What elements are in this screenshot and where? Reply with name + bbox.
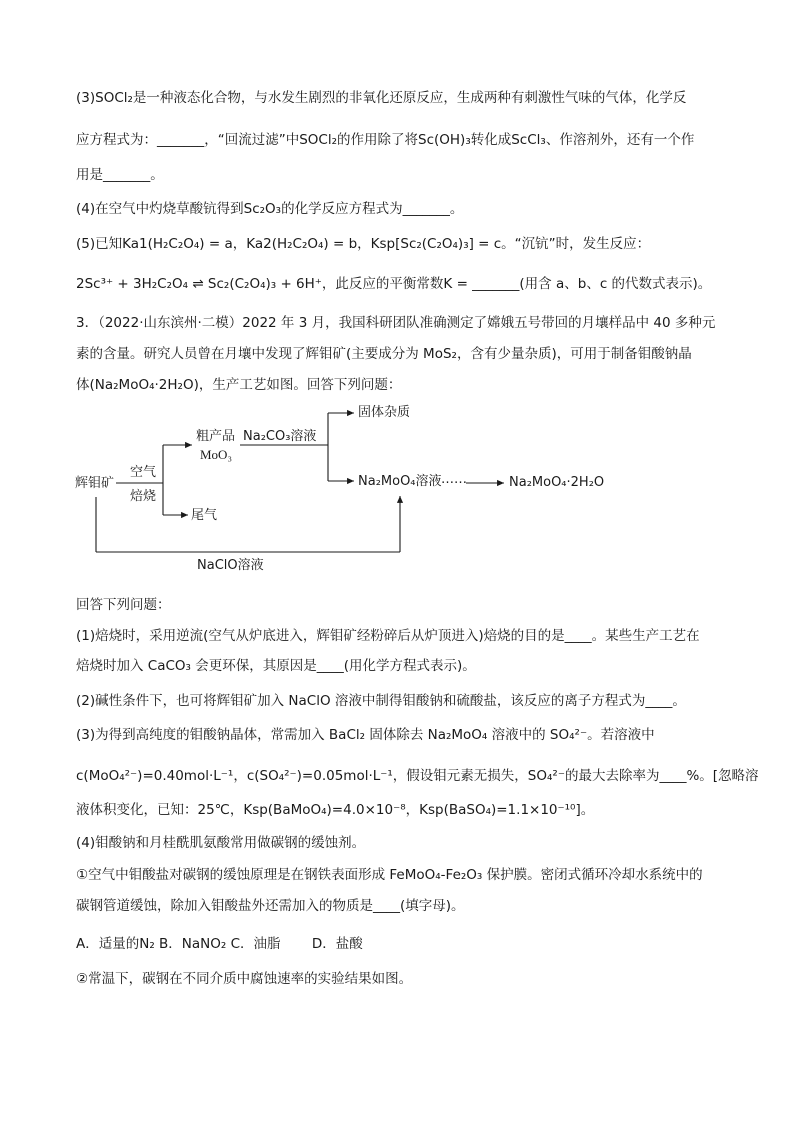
flow-naclo-label: NaClO溶液 [197,558,264,573]
flow-ore-label: 辉钼矿 [75,476,115,491]
line-a3-3: 液体积变化，已知：25℃，Ksp(BaMoO₄)=4.0×10⁻⁸，Ksp(BaSO₄)=1.1×10⁻¹⁰]。 [76,802,595,818]
line-a4-2: ②常温下，碳钢在不同介质中腐蚀速率的实验结果如图。 [76,971,413,987]
line-a1-2: 焙烧时加入 CaCO₃ 会更环保，其原因是____(用化学方程式表示)。 [76,658,476,674]
line-p5-eq: 2Sc³⁺ + 3H₂C₂O₄ ⇌ Sc₂(C₂O₄)₃ + 6H⁺，此反应的平衡常数K = _______(用含 a、b、c 的代数式表示)。 [76,276,712,292]
line-a4: (4)钼酸钠和月桂酰肌氨酸常用做碳钢的缓蚀剂。 [76,835,366,851]
flow-air-label: 空气 [130,465,157,480]
line-options: A．适量的N₂ B．NaNO₂ C．油脂 D．盐酸 [76,936,363,952]
flow-dots: …… [441,472,467,487]
line-a1-1: (1)焙烧时，采用逆流(空气从炉底进入，辉钼矿经粉碎后从炉顶进入)焙烧的目的是____。某些生产工艺在 [76,628,700,644]
line-p4: (4)在空气中灼烧草酸钪得到Sc₂O₃的化学反应方程式为_______。 [76,201,464,217]
line-q3-1: 3．（2022·山东滨州·二模）2022 年 3 月，我国科研团队准确测定了嫦娥五号带回的月壤样品中 40 多种元 [76,315,716,331]
flow-crude-label-1: 粗产品 [196,429,236,444]
line-a2: (2)碱性条件下，也可将辉钼矿加入 NaClO 溶液中制得钼酸钠和硫酸盐，该反应的离子方程式为____。 [76,693,686,709]
line-a4-1-2: 碳钢管道缓蚀，除加入钼酸盐外还需加入的物质是____(填字母)。 [76,898,465,914]
flow-crude-label-2: MoO₃ [200,447,232,462]
flow-solid-impurity: 固体杂质 [358,405,411,420]
flow-roast-label: 焙烧 [130,489,157,504]
line-a3-1: (3)为得到高纯度的钼酸钠晶体，常需加入 BaCl₂ 固体除去 Na₂MoO₄ 溶液中的 SO₄²⁻。若溶液中 [76,727,655,743]
line-p3-2: 应方程式为：_______，“回流过滤”中SOCl₂的作用除了将Sc(OH)₃转化成ScCl₃、作溶剂外，还有一个作 [76,132,695,148]
line-p3-3: 用是_______。 [76,167,164,183]
line-q3-3: 体(Na₂MoO₄·2H₂O)，生产工艺如图。回答下列问题： [76,377,402,393]
line-q3-2: 素的含量。研究人员曾在月壤中发现了辉钼矿(主要成分为 MoS₂，含有少量杂质)，可用于制备钼酸钠晶 [76,346,692,362]
line-p3-1: (3)SOCl₂是一种液态化合物，与水发生剧烈的非氧化还原反应，生成两种有刺激性气味的气体，化学反 [76,90,687,106]
line-answer-intro: 回答下列问题： [76,597,171,613]
flow-na2moo4-solution: Na₂MoO₄溶液 [358,474,442,489]
line-a4-1-1: ①空气中钼酸盐对碳钢的缓蚀原理是在钢铁表面形成 FeMoO₄-Fe₂O₃ 保护膜。密闭式循环冷却水系统中的 [76,867,703,883]
flow-tail-gas: 尾气 [191,508,218,523]
flow-na2co3-label: Na₂CO₃溶液 [243,429,317,444]
line-p5: (5)已知Ka1(H₂C₂O₄) = a，Ka2(H₂C₂O₄) = b，Ksp[Sc₂(C₂O₄)₃] = c。“沉钪”时，发生反应： [76,236,651,252]
line-a3-2: c(MoO₄²⁻)=0.40mol·L⁻¹，c(SO₄²⁻)=0.05mol·L⁻¹，假设钼元素无损失，SO₄²⁻的最大去除率为____%。[忽略溶 [76,768,759,784]
flow-product: Na₂MoO₄·2H₂O [509,475,605,490]
